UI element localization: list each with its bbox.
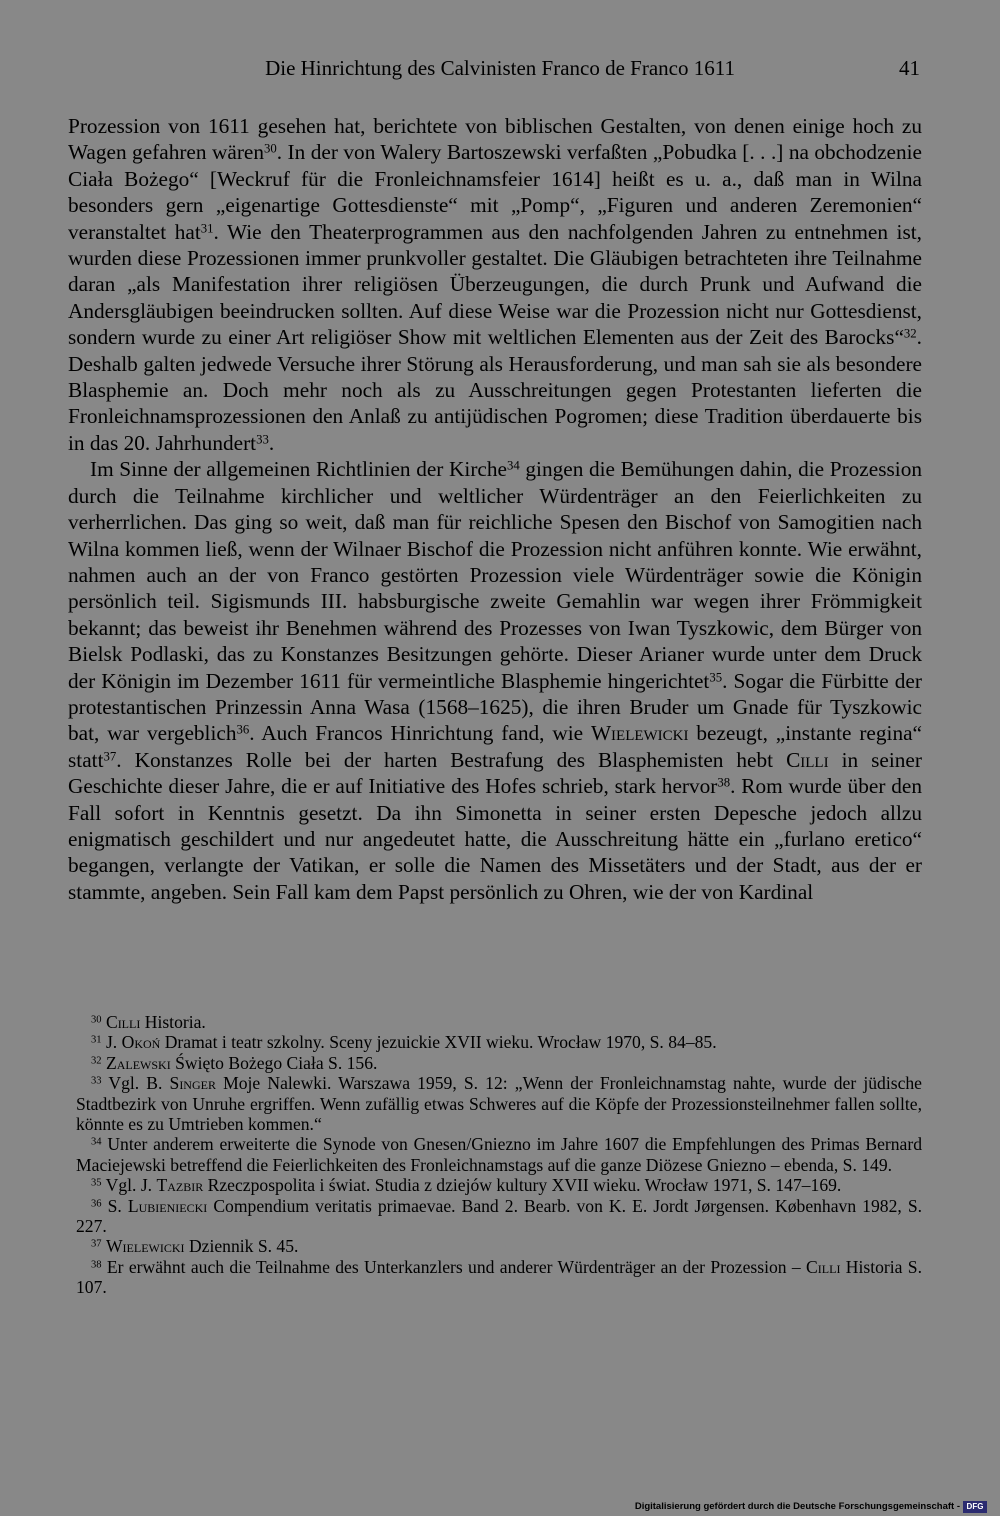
text-run: . Deshalb galten jedwede Versuche ihrer Störung als Herausforderung, und man sah sie als besondere Blasphemie an. Doch mehr noch als zu Ausschreitungen gegen Protestanten lieferten die Fronleichnamsprozessionen den Anlaß zu antijüdischen Pogromen; diese Tradition überdauerte bis in das 20. Jahrhundert	[68, 325, 922, 455]
text-run: . Konstanzes Rolle bei der harten Bestrafung des Blasphemisten hebt	[116, 747, 787, 772]
footnote	[76, 1012, 922, 1032]
footnote-ref: 34	[506, 458, 520, 473]
digitization-credit: Digitalisierung gefördert durch die Deutsche Forschungsgemeinschaft -	[634, 1501, 960, 1512]
text-run: S.	[107, 1195, 128, 1216]
footnote-number: 32	[91, 1055, 102, 1067]
footnote-ref: 32	[903, 326, 917, 341]
footnote	[76, 1196, 922, 1237]
footnote-number: 37	[91, 1239, 102, 1251]
footnote-ref: 38	[717, 775, 731, 790]
main-text	[68, 113, 922, 905]
footnote	[76, 1073, 922, 1134]
text-run: in seiner Geschichte dieser Jahre, die er auf Initiative des Hofes schrieb, stark hervor	[68, 747, 922, 799]
footnote-ref: 36	[236, 722, 250, 737]
author-name: Okoń	[121, 1032, 161, 1053]
footnote-number: 38	[91, 1259, 102, 1271]
text-run: gingen die Bemühungen dahin, die Prozession durch die Teilnahme kirchlicher und weltlicher Würdenträger an den Feierlichkeiten zu verherrlichen. Das ging so weit, daß man für reichliche Spesen den Bischof von Samogitien nach Wilna kommen ließ, wenn der Wilnaer Bischof die Prozession nicht anführen konnte. Wie erwähnt, nahmen auch an der von Franco gestörten Prozession viele Würdenträger sowie die Königin persönlich teil. Sigismunds III. habsburgische zweite Gemahlin war wegen ihrer Frömmigkeit bekannt; das beweist ihr Benehmen während des Prozesses von Iwan Tyszkowic, dem Bürger von Bielsk Podlaski, das zu Konstanzes Besitzungen gehörte. Dieser Arianer wurde unter dem Druck der Königin im Dezember 1611 für vermeintliche Blasphemie hingerichtet	[68, 457, 922, 693]
footnotes	[76, 1012, 922, 1298]
text-run: . Wie den Theaterprogrammen aus den nachfolgenden Jahren zu entnehmen ist, wurden diese Prozessionen immer prunkvoller gestaltet. Die Gläubigen betrachteten ihre Teilnahme daran „als Manifestation ihrer religiösen Überzeugungen, die durch Prunk und Aufwand die Andersgläubigen beeindrucken sollten. Auf diese Weise war die Prozession nicht nur Gottesdienst, sondern wurde zu einer Art religiöser Show mit weltlichen Elementen aus der Zeit des Barocks“	[68, 219, 923, 350]
text-run: .	[268, 430, 275, 455]
text-run: Unter anderem erweiterte die Synode von Gnesen/Gniezno im Jahre 1607 die Empfehlungen des Primas Bernard Maciejewski betreffend die Feierlichkeiten des Fronleichnamstags auf die ganze Diözese Gniezno – ebenda, S. 149.	[76, 1134, 922, 1175]
text-run: Dramat i teatr szkolny. Sceny jezuickie XVII wieku. Wrocław 1970, S. 84–85.	[160, 1032, 717, 1053]
footnote-number: 36	[91, 1198, 102, 1210]
paragraph	[68, 456, 922, 905]
author-name: Zalewski	[105, 1052, 171, 1073]
paragraph	[68, 113, 922, 456]
footnote-number: 30	[91, 1014, 102, 1026]
text-run: Historia.	[140, 1012, 206, 1032]
author-name: Singer	[169, 1073, 216, 1094]
footnote	[76, 1032, 922, 1052]
text-run: . In der von Walery Bartoszewski verfaßten „Pobudka [. . .] na obchodzenie Ciała Bożego“ [Weckruf für die Fronleichnamsfeier 1614] heißt es u. a., daß man in Wilna besonders gern „eigenartige Gottesdienste“ mit „Pomp“, „Figuren und anderen Zeremonien“ veranstaltet hat	[68, 140, 922, 244]
footnote-number: 33	[91, 1075, 102, 1087]
text-run: Im Sinne der allgemeinen Richtlinien der Kirche	[90, 457, 507, 482]
footnote-number: 35	[91, 1177, 102, 1189]
author-name: Wielewicki	[105, 1236, 185, 1257]
author-name: Tazbir	[156, 1175, 204, 1196]
text-run: Moje Nalewki. Warszawa 1959, S. 12: „Wenn der Fronleichnamstag nahte, wurde der jüdische Stadtbezirk von Unruhe ergriffen. Wenn zufällig etwas Schweres auf die Köpfe der Prozessionsteilnehmer fallen sollte, könnte es zu Umtrieben kommen.“	[76, 1073, 922, 1135]
footnote-number: 31	[91, 1035, 102, 1047]
text-run: Er erwähnt auch die Teilnahme des Unterkanzlers und anderer Würdenträger an der Prozession –	[106, 1256, 807, 1277]
running-header-title: Die Hinrichtung des Calvinisten Franco de Franco 1611	[265, 56, 735, 80]
text-run: . Sogar die Fürbitte der protestantischen Prinzessin Anna Wasa (1568–1625), die ihren Bruder um Gnade für Tyszkowic bat, war vergeblich	[68, 668, 922, 746]
text-run: Prozession von 1611 gesehen hat, berichtete von biblischen Gestalten, von denen einige hoch zu Wagen gefahren wären	[68, 114, 922, 165]
author-name: Wielewicki	[590, 721, 689, 746]
text-run: Vgl. J.	[105, 1175, 157, 1196]
footnote-number: 34	[91, 1137, 102, 1149]
page-number: 41	[899, 56, 920, 80]
author-name: Lubieniecki	[127, 1195, 208, 1216]
footnote	[76, 1236, 922, 1256]
text-run: . Rom wurde über den Fall sofort in Kenntnis gesetzt. Da ihn Simonetta in seiner ersten Depesche jedoch allzu enigmatisch geschildert und nur angedeutet hatte, die Ausschreitung hätte ein „furlano eretico“ begangen, verlangte der Vatikan, er solle die Namen des Missetäters und der Stadt, aus der er stammte, angeben. Sein Fall kam dem Papst persönlich zu Ohren, wie der von Kardinal	[68, 774, 922, 904]
footnote	[76, 1053, 922, 1073]
footnote	[76, 1257, 922, 1298]
footnote-ref: 37	[103, 749, 117, 764]
text-run: Święto Bożego Ciała S. 156.	[170, 1052, 378, 1073]
text-run: Historia S. 107.	[76, 1256, 922, 1298]
text-run: J.	[105, 1032, 122, 1053]
footnote-ref: 35	[709, 670, 723, 685]
dfg-logo-icon: DFG	[963, 1501, 987, 1513]
text-run: bezeugt, „instante regina“ statt	[68, 721, 922, 772]
text-run: Dziennik S. 45.	[184, 1236, 299, 1257]
text-run: Rzeczpospolita i świat. Studia z dziejów kultury XVII wieku. Wrocław 1971, S. 147–169.	[203, 1175, 842, 1196]
text-run: Compendium veritatis primaevae. Band 2. Bearb. von K. E. Jordt Jørgensen. København 1982, S. 227.	[76, 1195, 923, 1237]
footnote-ref: 33	[256, 432, 269, 447]
footnote-ref: 31	[200, 221, 214, 236]
footnote-ref: 30	[264, 142, 277, 157]
text-run: . Auch Francos Hinrichtung fand, wie	[249, 721, 591, 746]
footnote	[76, 1175, 922, 1195]
author-name: Cilli	[806, 1256, 841, 1277]
footnote	[76, 1134, 922, 1175]
text-run: Vgl. B.	[108, 1073, 170, 1094]
author-name: Cilli	[105, 1012, 141, 1032]
author-name: Cilli	[786, 747, 829, 772]
